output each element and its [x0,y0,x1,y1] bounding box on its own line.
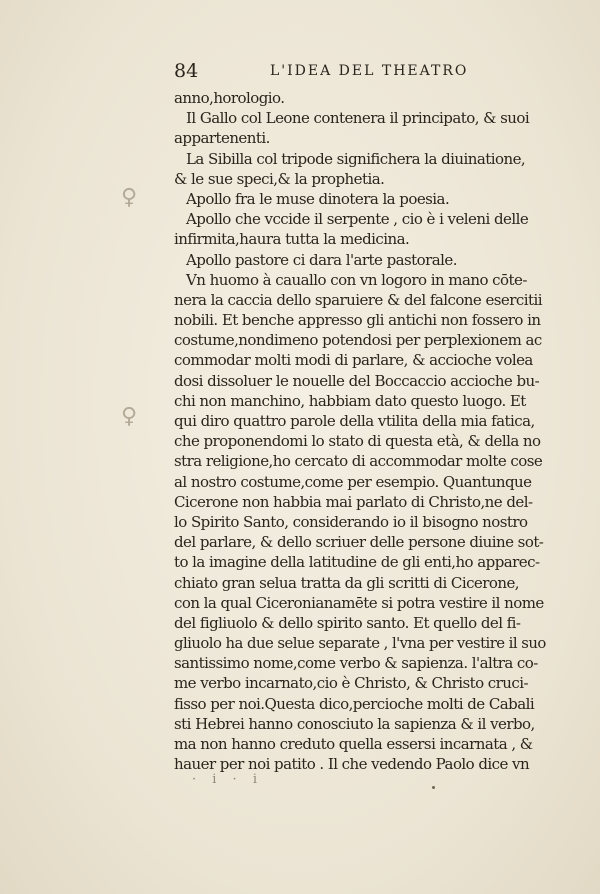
text-line: to la imagine della latitudine de gli enti,ho apparec- [174,553,540,572]
ink-speck [432,786,435,789]
text-line: Cicerone non habbia mai parlato di Christo,ne del- [174,492,533,511]
margin-venus-symbol-icon: ♀ [121,185,138,210]
text-line: del figliuolo & dello spirito santo. Et quello del fi- [174,613,521,632]
text-line: con la qual Ciceronianamēte si potra vestire il nome [174,593,544,612]
text-line: del parlare, & dello scriuer delle persone diuine sot- [174,533,544,552]
margin-venus-symbol-icon: ♀ [121,404,138,429]
text-line: santissimo nome,come verbo & sapienza. l'altra co- [174,654,538,673]
text-line: hauer per noi patito . Il che vedendo Paolo dice vn [174,755,530,774]
body-text [174,88,546,774]
text-line: nobili. Et benche appresso gli antichi non fossero in [174,311,541,330]
text-line: & le sue speci,& la prophetia. [174,169,385,188]
text-line: nera la caccia dello sparuiere & del falcone esercitii [174,290,542,309]
text-line: dosi dissoluer le nouelle del Boccaccio accioche bu- [174,371,540,390]
bottom-marks: · i · i [192,772,263,787]
text-line: Apollo pastore ci dara l'arte pastorale. [186,250,457,269]
text-line: sti Hebrei hanno conosciuto la sapienza & il verbo, [174,714,535,733]
text-line: chi non manchino, habbiam dato questo luogo. Et [174,391,526,410]
text-line: Il Gallo col Leone contenera il principato, & suoi [186,109,530,128]
text-line: Apollo fra le muse dinotera la poesia. [186,189,450,208]
text-line: qui diro quattro parole della vtilita della mia fatica, [174,412,535,430]
text-line: La Sibilla col tripode significhera la diuinatione, [186,149,526,168]
text-line: ma non hanno creduto quella essersi incarnata , & [174,735,533,753]
text-line: costume,nondimeno potendosi per perplexionem ac [174,331,542,350]
text-line: lo Spirito Santo, considerando io il bisogno nostro [174,512,528,531]
text-line: gliuolo ha due selue separate , l'vna per vestire il suo [174,634,546,653]
text-line: Vn huomo à cauallo con vn logoro in mano cōte- [186,270,527,289]
text-line: che proponendomi lo stato di questa età, & della no [174,432,541,451]
text-line: anno,horologio. [174,89,285,107]
text-line: fisso per noi.Questa dico,percioche molti de Cabali [174,694,535,713]
text-line: me verbo incarnato,cio è Christo, & Christo cruci- [174,674,528,693]
text-line: Apollo che vccide il serpente , cio è i veleni delle [186,210,529,229]
page-header [174,60,546,86]
text-line: stra religione,ho cercato di accommodar molte cose [174,452,543,471]
running-title: L'IDEA DEL THEATRO [270,63,469,79]
text-line: appartenenti. [174,129,270,148]
text-line: chiato gran selua tratta da gli scritti di Cicerone, [174,573,520,592]
text-line: infirmita,haura tutta la medicina. [174,230,410,249]
page-number: 84 [174,60,199,82]
text-line: al nostro costume,come per esempio. Quantunque [174,472,532,491]
text-line: commodar molti modi di parlare, & accioche volea [174,351,533,370]
